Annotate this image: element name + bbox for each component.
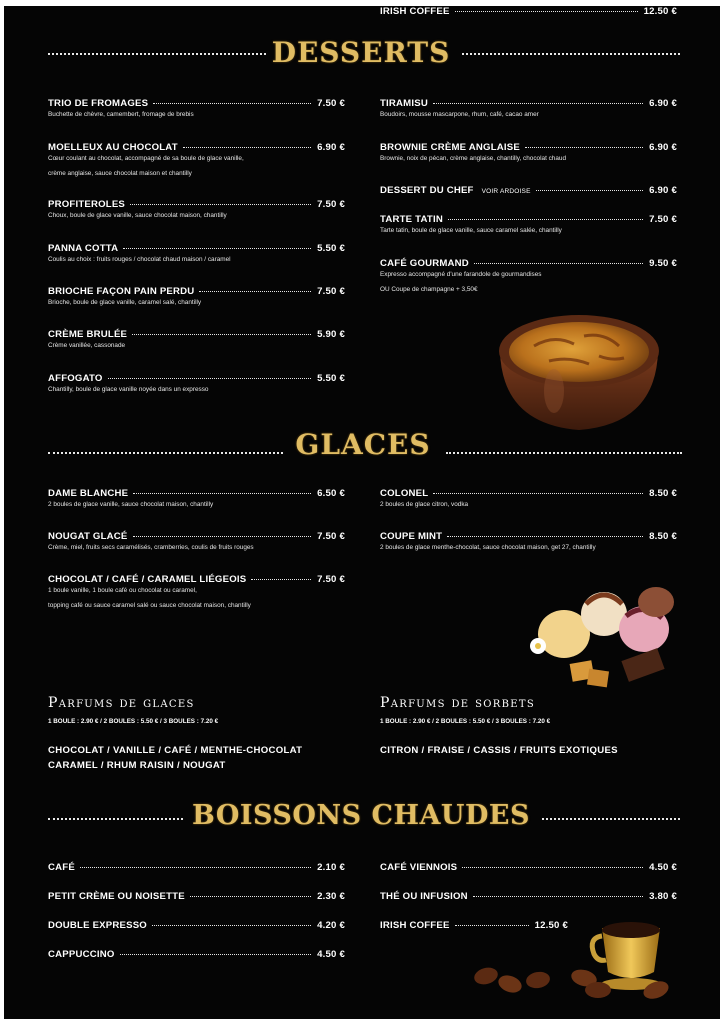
item-price: 6.90 €: [649, 98, 677, 109]
dot-leader: [130, 204, 311, 205]
dot-leader: [448, 219, 643, 220]
item-name: CHOCOLAT / CAFÉ / CARAMEL LIÉGEOIS: [48, 574, 247, 585]
item-description: Choux, boule de glace vanille, sauce chocolat maison, chantilly: [48, 212, 227, 219]
title-dots-left: [48, 452, 283, 454]
item-price: 6.90 €: [649, 142, 677, 153]
item-name: TRIO DE FROMAGES: [48, 98, 149, 109]
item-name: PETIT CRÈME OU NOISETTE: [48, 891, 185, 902]
menu-item: [48, 891, 345, 902]
item-price: 5.50 €: [317, 243, 345, 254]
item-price: 12.50 €: [534, 920, 568, 931]
item-description: 2 boules de glace vanille, sauce chocolat maison, chantilly: [48, 501, 214, 508]
title-dots-right: [542, 818, 680, 820]
item-name: CAFÉ: [48, 862, 75, 873]
item-price: 6.90 €: [649, 185, 677, 196]
item-price: 7.50 €: [317, 286, 345, 297]
item-price: 5.90 €: [317, 329, 345, 340]
dot-leader: [251, 579, 311, 580]
item-name: IRISH COFFEE: [380, 6, 450, 17]
item-price: 7.50 €: [649, 214, 677, 225]
menu-page: [4, 6, 720, 1019]
menu-item: [48, 949, 345, 960]
dot-leader: [80, 867, 311, 868]
item-name: CAFÉ GOURMAND: [380, 258, 469, 269]
item-price: 4.50 €: [317, 949, 345, 960]
title-dots-right: [446, 452, 682, 454]
item-description: 2 boules de glace citron, vodka: [380, 501, 469, 508]
item-name: PROFITEROLES: [48, 199, 126, 210]
item-name: PANNA COTTA: [48, 243, 119, 254]
dot-leader: [199, 291, 311, 292]
item-description: Expresso accompagné d'une farandole de gourmandises: [380, 271, 542, 278]
item-price: 2.30 €: [317, 891, 345, 902]
item-description: Crème vanillée, cassonade: [48, 342, 126, 349]
parfums-sorbets-title: Parfums de sorbets: [380, 695, 535, 711]
parfums-glaces-title: Parfums de glaces: [48, 695, 195, 711]
parfums-glaces-prices: 1 BOULE : 2.90 € / 2 BOULES : 5.50 € / 3 BOULES : 7.20 €: [48, 718, 219, 725]
dot-leader: [120, 954, 312, 955]
menu-item: [48, 920, 345, 931]
title-dots-right: [462, 53, 680, 55]
dot-leader: [123, 248, 311, 249]
desserts-title: DESSERTS: [271, 36, 451, 69]
item-price: 4.20 €: [317, 920, 345, 931]
menu-item: [380, 6, 677, 17]
item-name: THÉ OU INFUSION: [380, 891, 468, 902]
item-name: TIRAMISU: [380, 98, 428, 109]
item-name: CAFÉ VIENNOIS: [380, 862, 458, 873]
item-description: Tarte tatin, boule de glace vanille, sauce caramel salée, chantilly: [380, 227, 562, 234]
menu-item: [380, 185, 677, 196]
item-price: 3.80 €: [649, 891, 677, 902]
item-description: 2 boules de glace menthe-chocolat, sauce chocolat maison, get 27, chantilly: [380, 544, 596, 551]
item-price: 9.50 €: [649, 258, 677, 269]
dot-leader: [153, 103, 311, 104]
item-name: MOELLEUX AU CHOCOLAT: [48, 142, 178, 153]
menu-item: [380, 891, 677, 902]
glaces-title: GLACES: [295, 428, 431, 461]
parfums-sorbets-prices: 1 BOULE : 2.90 € / 2 BOULES : 5.50 € / 3 BOULES : 7.20 €: [380, 718, 551, 725]
item-name: BROWNIE CRÈME ANGLAISE: [380, 142, 520, 153]
item-price: 12.50 €: [643, 6, 677, 17]
item-price: 7.50 €: [317, 98, 345, 109]
dot-leader: [473, 896, 643, 897]
item-price: 5.50 €: [317, 373, 345, 384]
dot-leader: [462, 867, 643, 868]
item-description: Crème, miel, fruits secs caramélisés, cramberries, coulis de fruits rouges: [48, 544, 254, 551]
dot-leader: [183, 147, 311, 148]
item-description: 1 boule vanille, 1 boule café ou chocolat ou caramel,: [48, 587, 197, 594]
item-name: DAME BLANCHE: [48, 488, 129, 499]
dot-leader: [152, 925, 311, 926]
item-price: 7.50 €: [317, 531, 345, 542]
item-description: Buchette de chèvre, camembert, fromage de brebis: [48, 111, 194, 118]
creme-brulee-image: [494, 306, 664, 438]
parfums-glaces-flavors-1: CHOCOLAT / VANILLE / CAFÉ / MENTHE-CHOCOLAT: [48, 745, 303, 756]
menu-item: [380, 862, 677, 873]
dot-leader: [525, 147, 643, 148]
ice-cream-image: [516, 574, 688, 692]
item-price: 2.10 €: [317, 862, 345, 873]
item-description: Brownie, noix de pécan, crème anglaise, chantilly, chocolat chaud: [380, 155, 567, 162]
item-description: crème anglaise, sauce chocolat maison et chantilly: [48, 170, 192, 177]
item-name: IRISH COFFEE: [380, 920, 450, 931]
item-name: CAPPUCCINO: [48, 949, 115, 960]
dot-leader: [474, 263, 643, 264]
item-description: Brioche, boule de glace vanille, caramel salé, chantilly: [48, 299, 202, 306]
title-dots-left: [48, 818, 183, 820]
item-price: 6.90 €: [317, 142, 345, 153]
dot-leader: [132, 334, 311, 335]
dot-leader: [133, 493, 311, 494]
item-name: BRIOCHE FAÇON PAIN PERDU: [48, 286, 195, 297]
item-description: Chantilly, boule de glace vanille noyée dans un expresso: [48, 386, 209, 393]
item-price: 8.50 €: [649, 488, 677, 499]
parfums-sorbets-flavors: CITRON / FRAISE / CASSIS / FRUITS EXOTIQUES: [380, 745, 618, 756]
item-name: TARTE TATIN: [380, 214, 443, 225]
coffee-cup-image: [466, 914, 688, 1006]
dot-leader: [447, 536, 643, 537]
item-description: Coulis au choix : fruits rouges / chocolat chaud maison / caramel: [48, 256, 231, 263]
title-dots-left: [48, 53, 266, 55]
menu-item: [48, 862, 345, 873]
item-price: 4.50 €: [649, 862, 677, 873]
item-name: NOUGAT GLACÉ: [48, 531, 128, 542]
item-name: CRÈME BRULÉE: [48, 329, 128, 340]
item-name: COUPE MINT: [380, 531, 443, 542]
dot-leader: [536, 190, 644, 191]
item-price: 8.50 €: [649, 531, 677, 542]
item-name: AFFOGATO: [48, 373, 103, 384]
dot-leader: [133, 536, 312, 537]
dot-leader: [433, 103, 643, 104]
item-description: Cœur coulant au chocolat, accompagné de sa boule de glace vanille,: [48, 155, 244, 162]
item-name: COLONEL: [380, 488, 429, 499]
dot-leader: [108, 378, 312, 379]
item-name: DOUBLE EXPRESSO: [48, 920, 147, 931]
item-description: OU Coupe de champagne + 3,50€: [380, 286, 478, 293]
item-name: DESSERT DU CHEF: [380, 185, 474, 196]
item-price: 7.50 €: [317, 574, 345, 585]
item-price: 7.50 €: [317, 199, 345, 210]
boissons-title: BOISSONS CHAUDES: [192, 800, 530, 831]
parfums-glaces-flavors-2: CARAMEL / RHUM RAISIN / NOUGAT: [48, 760, 226, 771]
dot-leader: [455, 11, 638, 12]
item-description: topping café ou sauce caramel salé ou sauce chocolat maison, chantilly: [48, 602, 251, 609]
dot-leader: [433, 493, 643, 494]
item-description: Boudoirs, mousse mascarpone, rhum, café, cacao amer: [380, 111, 539, 118]
dot-leader: [190, 896, 311, 897]
item-note: VOIR ARDOISE: [481, 188, 531, 195]
item-price: 6.50 €: [317, 488, 345, 499]
